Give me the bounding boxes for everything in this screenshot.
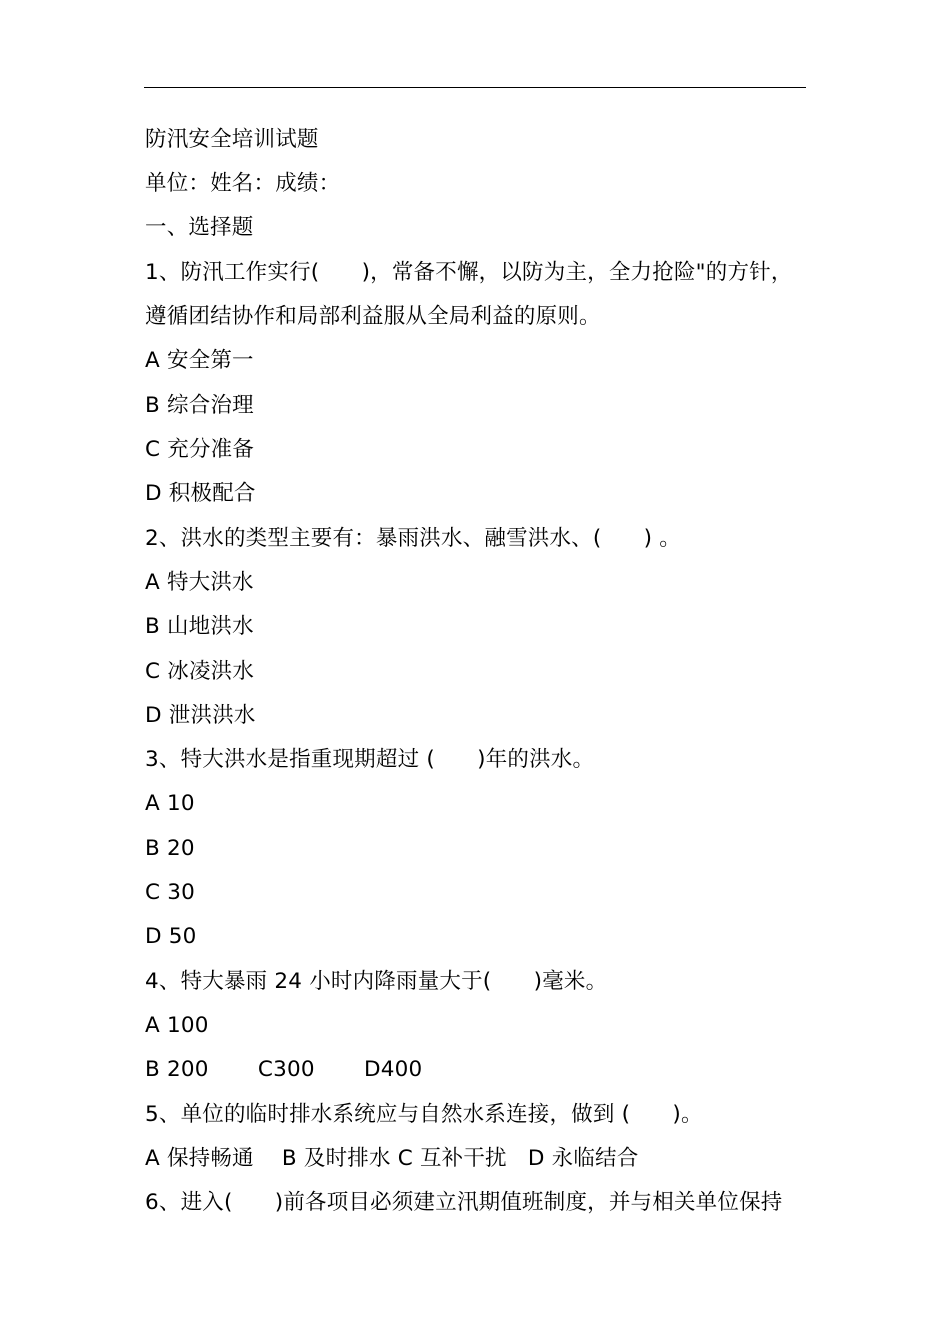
q2-option-b: B 山地洪水: [145, 614, 254, 639]
question-5: 5、单位的临时排水系统应与自然水系连接，做到 ( )。: [145, 1102, 703, 1127]
section-heading: 一、选择题: [145, 215, 254, 240]
question-2: 2、洪水的类型主要有：暴雨洪水、融雪洪水、( ) 。: [145, 526, 681, 551]
question-1-line-1: 1、防汛工作实行( )，常备不懈，以防为主，全力抢险"的方针，: [145, 260, 793, 285]
q4-option-a: A 100: [145, 1013, 209, 1038]
question-1-line-2: 遵循团结协作和局部利益服从全局利益的原则。: [145, 304, 601, 329]
q1-option-c: C 充分准备: [145, 437, 255, 462]
q1-option-a: A 安全第一: [145, 348, 254, 373]
q3-option-a: A 10: [145, 791, 195, 816]
info-line: 单位：姓名：成绩：: [145, 171, 341, 196]
q1-option-b: B 综合治理: [145, 393, 254, 418]
q3-option-b: B 20: [145, 836, 195, 861]
q1-option-d: D 积极配合: [145, 481, 256, 506]
question-6: 6、进入( )前各项目必须建立汛期值班制度，并与相关单位保持: [145, 1190, 783, 1215]
header-rule: [144, 87, 806, 88]
q2-option-a: A 特大洪水: [145, 570, 254, 595]
q4-options-bcd: B 200 C300 D400: [145, 1057, 423, 1082]
question-4: 4、特大暴雨 24 小时内降雨量大于( )毫米。: [145, 969, 608, 994]
q5-options: A 保持畅通 B 及时排水 C 互补干扰 D 永临结合: [145, 1146, 639, 1171]
q3-option-c: C 30: [145, 880, 196, 905]
q2-option-d: D 泄洪洪水: [145, 703, 256, 728]
q2-option-c: C 冰凌洪水: [145, 659, 255, 684]
q3-option-d: D 50: [145, 924, 197, 949]
question-3: 3、特大洪水是指重现期超过 ( )年的洪水。: [145, 747, 595, 772]
document-title: 防汛安全培训试题: [145, 127, 319, 152]
